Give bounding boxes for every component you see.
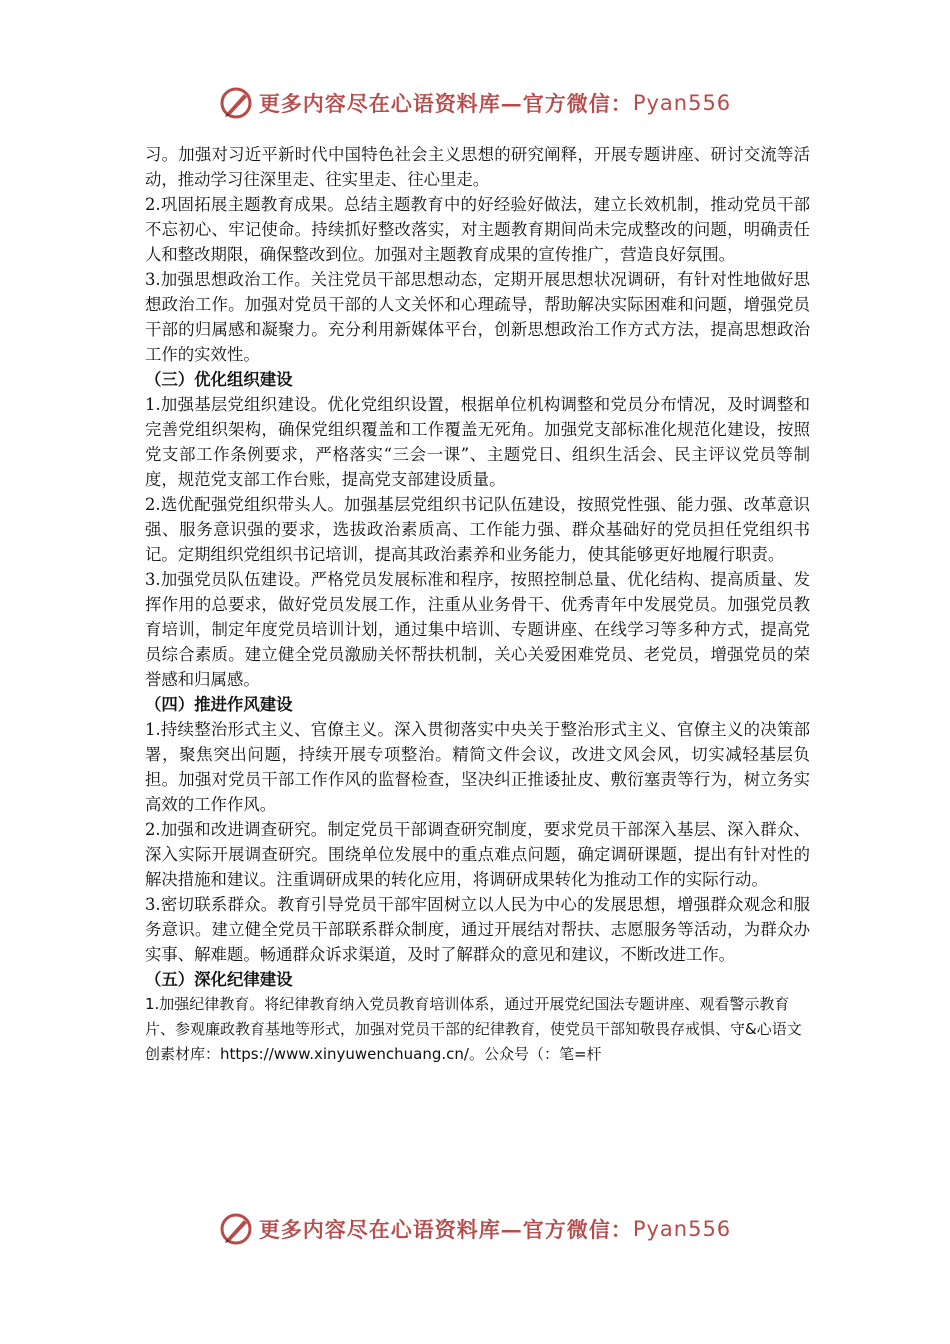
paragraph: 3.加强思想政治工作。关注党员干部思想动态，定期开展思想状况调研，有针对性地做好思想政治工作。加强对党员干部的人文关怀和心理疏导，帮助解决实际困难和问题，增强党员干部的归属感和凝聚力。充分利用新媒体平台，创新思想政治工作方式方法，提高思想政治工作的实效性。 — [145, 270, 810, 364]
paragraph: 1.加强基层党组织建设。优化党组织设置，根据单位机构调整和党员分布情况，及时调整和完善党组织架构，确保党组织覆盖和工作覆盖无死角。加强党支部标准化规范化建设，按照党支部工作条例要求，严格落实“三会一课”、主题党日、组织生活会、民主评议党员等制度，规范党支部工作台账，提高党支部建设质量。 — [145, 395, 810, 489]
section-heading: （四）推进作风建设 — [145, 695, 293, 714]
pen-logo-icon — [219, 1212, 253, 1246]
watermark-banner-bottom — [0, 1204, 950, 1254]
paragraph: 2.选优配强党组织带头人。加强基层党组织书记队伍建设，按照党性强、能力强、改革意识强、服务意识强的要求，选拔政治素质高、工作能力强、群众基础好的党员担任党组织书记。定期组织党组织书记培训，提高其政治素养和业务能力，使其能够更好地履行职责。 — [145, 495, 810, 564]
paragraph: 3.加强党员队伍建设。严格党员发展标准和程序，按照控制总量、优化结构、提高质量、发挥作用的总要求，做好党员发展工作，注重从业务骨干、优秀青年中发展党员。加强党员教育培训，制定年度党员培训计划，通过集中培训、专题讲座、在线学习等多种方式，提高党员综合素质。建立健全党员激励关怀帮扶机制，关心关爱困难党员、老党员，增强党员的荣誉感和归属感。 — [145, 570, 810, 689]
paragraph: 1.加强纪律教育。将纪律教育纳入党员教育培训体系，通过开展党纪国法专题讲座、观看警示教育片、参观廉政教育基地等形式，加强对党员干部的纪律教育，使党员干部知敬畏存戒惧、守&心语文创素材库：https://www.xinyuwenchuang.cn/。公众号（：笔=杆 — [145, 995, 802, 1063]
watermark-wechat-id: Pyan556 — [632, 1217, 732, 1241]
paragraph: 2.巩固拓展主题教育成果。总结主题教育中的好经验好做法，建立长效机制，推动党员干部不忘初心、牢记使命。持续抓好整改落实，对主题教育期间尚未完成整改的问题，明确责任人和整改期限，确保整改到位。加强对主题教育成果的宣传推广，营造良好氛围。 — [145, 195, 810, 264]
section-heading: （五）深化纪律建设 — [145, 970, 293, 989]
paragraph: 3.密切联系群众。教育引导党员干部牢固树立以人民为中心的发展思想，增强群众观念和服务意识。建立健全党员干部联系群众制度，通过开展结对帮扶、志愿服务等活动，为群众办实事、解难题。畅通群众诉求渠道，及时了解群众的意见和建议，不断改进工作。 — [145, 895, 810, 964]
watermark-banner-top — [0, 78, 950, 128]
section-heading: （三）优化组织建设 — [145, 370, 293, 389]
watermark-text: 更多内容尽在心语资料库—官方微信： — [258, 1217, 633, 1242]
paragraph: 2.加强和改进调查研究。制定党员干部调查研究制度，要求党员干部深入基层、深入群众、深入实际开展调查研究。围绕单位发展中的重点难点问题，确定调研课题，提出有针对性的解决措施和建议。注重调研成果的转化应用，将调研成果转化为推动工作的实际行动。 — [145, 820, 810, 889]
paragraph: 1.持续整治形式主义、官僚主义。深入贯彻落实中央关于整治形式主义、官僚主义的决策部署，聚焦突出问题，持续开展专项整治。精简文件会议，改进文风会风，切实减轻基层负担。加强对党员干部工作作风的监督检查，坚决纠正推诿扯皮、敷衍塞责等行为，树立务实高效的工作作风。 — [145, 720, 810, 814]
watermark-text: 更多内容尽在心语资料库—官方微信： — [258, 91, 633, 116]
document-body — [145, 142, 810, 1067]
paragraph: 习。加强对习近平新时代中国特色社会主义思想的研究阐释，开展专题讲座、研讨交流等活动，推动学习往深里走、往实里走、往心里走。 — [145, 145, 810, 189]
pen-logo-icon — [219, 86, 253, 120]
watermark-wechat-id: Pyan556 — [632, 91, 732, 115]
